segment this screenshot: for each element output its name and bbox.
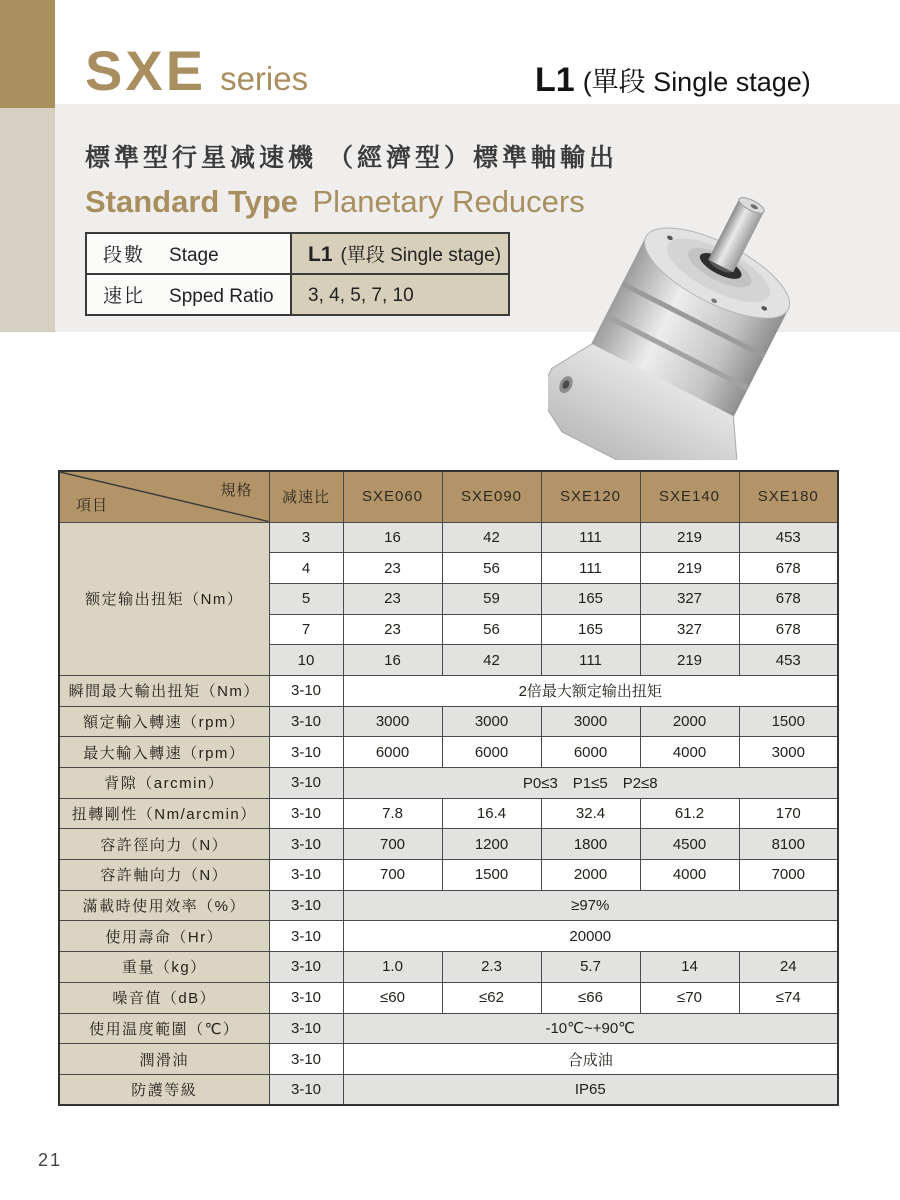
ratio-cell: 10: [269, 645, 343, 676]
ratio-cell: 3-10: [269, 860, 343, 891]
value-cell: 2000: [541, 860, 640, 891]
value-cell: ≤66: [541, 982, 640, 1013]
value-cell: 32.4: [541, 798, 640, 829]
english-subtitle: [85, 184, 585, 220]
corner-item-label: 項目: [76, 496, 109, 514]
value-cell: 3000: [442, 706, 541, 737]
value-cell: 6000: [442, 737, 541, 768]
ratio-cell: 3-10: [269, 1044, 343, 1075]
value-cell: 59: [442, 583, 541, 614]
value-cell: 1500: [442, 860, 541, 891]
ratio-cell: 5: [269, 583, 343, 614]
row-label: 防護等級: [59, 1074, 269, 1105]
ratio-cell: 3: [269, 522, 343, 553]
ratio-cell: 3-10: [269, 1013, 343, 1044]
value-cell: 24: [739, 952, 838, 983]
value-cell: 23: [343, 614, 442, 645]
ratio-cell: 3-10: [269, 737, 343, 768]
ratio-cell: 3-10: [269, 768, 343, 799]
stage-description: (單段 Single stage): [582, 67, 811, 97]
ratio-cell: 3-10: [269, 890, 343, 921]
row-label: 背隙（arcmin）: [59, 768, 269, 799]
model-header: SXE140: [640, 471, 739, 522]
model-header: SXE120: [541, 471, 640, 522]
value-cell: ≤74: [739, 982, 838, 1013]
spec-row: [59, 890, 838, 921]
value-cell: 8100: [739, 829, 838, 860]
model-header: SXE090: [442, 471, 541, 522]
value-cell: 453: [739, 645, 838, 676]
spec-row: [59, 737, 838, 768]
spec-row: [59, 798, 838, 829]
value-cell: 16: [343, 645, 442, 676]
spec-row: [59, 952, 838, 983]
value-cell: 111: [541, 553, 640, 584]
value-cell: 678: [739, 583, 838, 614]
ratio-cell: 3-10: [269, 829, 343, 860]
spec-row: [59, 829, 838, 860]
value-cell: 6000: [541, 737, 640, 768]
span-value-cell: 2倍最大额定输出扭矩: [343, 675, 838, 706]
span-value-cell: IP65: [343, 1074, 838, 1105]
ratio-cell: 3-10: [269, 1074, 343, 1105]
series-name: SXE: [85, 39, 207, 102]
span-value-cell: 合成油: [343, 1044, 838, 1075]
value-cell: 1200: [442, 829, 541, 860]
stage-label-cell: 段數 Stage: [86, 233, 291, 274]
ratio-cell: 7: [269, 614, 343, 645]
torque-row: [59, 522, 838, 553]
value-cell: 16.4: [442, 798, 541, 829]
value-cell: 16: [343, 522, 442, 553]
value-cell: 327: [640, 583, 739, 614]
ratio-cell: 3-10: [269, 921, 343, 952]
value-cell: 3000: [343, 706, 442, 737]
row-label: 扭轉剛性（Nm/arcmin）: [59, 798, 269, 829]
value-cell: 1500: [739, 706, 838, 737]
span-value-cell: ≥97%: [343, 890, 838, 921]
value-cell: 7000: [739, 860, 838, 891]
value-cell: 42: [442, 522, 541, 553]
value-cell: ≤70: [640, 982, 739, 1013]
spec-row: [59, 675, 838, 706]
ratio-cell: 4: [269, 553, 343, 584]
value-cell: 111: [541, 645, 640, 676]
corner-header-cell: [59, 471, 269, 522]
ratio-cell: 3-10: [269, 706, 343, 737]
speed-ratio-row: [86, 274, 509, 315]
specification-table: [58, 470, 839, 1106]
left-accent-bar-beige: [0, 108, 55, 332]
value-cell: 453: [739, 522, 838, 553]
value-cell: 23: [343, 583, 442, 614]
value-cell: 1.0: [343, 952, 442, 983]
stage-value-cell: L1 (單段 Single stage): [291, 233, 509, 274]
value-cell: 219: [640, 553, 739, 584]
row-label: 額定輸入轉速（rpm）: [59, 706, 269, 737]
speed-ratio-label-cell: 速比 Spped Ratio: [86, 274, 291, 315]
value-cell: 42: [442, 645, 541, 676]
span-value-cell: P0≤3 P1≤5 P2≤8: [343, 768, 838, 799]
left-accent-bar-gold: [0, 0, 55, 108]
value-cell: 170: [739, 798, 838, 829]
spec-row: [59, 1044, 838, 1075]
ratio-cell: 3-10: [269, 982, 343, 1013]
english-subtitle-rest: Planetary Reducers: [312, 184, 585, 219]
value-cell: 219: [640, 522, 739, 553]
value-cell: 700: [343, 860, 442, 891]
row-label: 潤滑油: [59, 1044, 269, 1075]
span-value-cell: 20000: [343, 921, 838, 952]
value-cell: 678: [739, 614, 838, 645]
row-label: 容許軸向力（N）: [59, 860, 269, 891]
value-cell: 14: [640, 952, 739, 983]
planetary-reducer-photo: [548, 170, 863, 460]
row-label: 重量（kg）: [59, 952, 269, 983]
span-value-cell: -10℃~+90℃: [343, 1013, 838, 1044]
stage-title: [535, 60, 811, 100]
ratio-column-header: 减速比: [269, 471, 343, 522]
value-cell: 56: [442, 614, 541, 645]
value-cell: 678: [739, 553, 838, 584]
spec-table-body: [59, 522, 838, 1105]
value-cell: 61.2: [640, 798, 739, 829]
value-cell: 4500: [640, 829, 739, 860]
row-label: 最大輸入轉速（rpm）: [59, 737, 269, 768]
value-cell: 111: [541, 522, 640, 553]
model-header: SXE180: [739, 471, 838, 522]
spec-row: [59, 921, 838, 952]
value-cell: 3000: [541, 706, 640, 737]
ratio-cell: 3-10: [269, 952, 343, 983]
value-cell: 700: [343, 829, 442, 860]
value-cell: 4000: [640, 860, 739, 891]
value-cell: 327: [640, 614, 739, 645]
ratio-cell: 3-10: [269, 798, 343, 829]
value-cell: 219: [640, 645, 739, 676]
spec-row: [59, 1013, 838, 1044]
speed-ratio-value-cell: 3, 4, 5, 7, 10: [291, 274, 509, 315]
spec-row: [59, 706, 838, 737]
spec-header-row: [59, 471, 838, 522]
row-label: 使用壽命（Hr）: [59, 921, 269, 952]
spec-row: [59, 1074, 838, 1105]
model-header: SXE060: [343, 471, 442, 522]
chinese-subtitle: 標準型行星减速機 （經濟型）標準軸輸出: [85, 144, 618, 172]
value-cell: 3000: [739, 737, 838, 768]
row-label: 瞬間最大輸出扭矩（Nm）: [59, 675, 269, 706]
row-label: 噪音值（dB）: [59, 982, 269, 1013]
value-cell: ≤62: [442, 982, 541, 1013]
spec-row: [59, 982, 838, 1013]
value-cell: 4000: [640, 737, 739, 768]
value-cell: 165: [541, 583, 640, 614]
row-label: 滿載時使用效率（%）: [59, 890, 269, 921]
corner-spec-label: 規格: [220, 482, 253, 499]
spec-row: [59, 768, 838, 799]
row-label: 使用温度範圍（℃）: [59, 1013, 269, 1044]
value-cell: 23: [343, 553, 442, 584]
ratio-cell: 3-10: [269, 675, 343, 706]
value-cell: 6000: [343, 737, 442, 768]
value-cell: 165: [541, 614, 640, 645]
english-subtitle-bold: Standard Type: [85, 184, 299, 219]
value-cell: 1800: [541, 829, 640, 860]
row-label: 额定输出扭矩（Nm）: [59, 522, 269, 675]
value-cell: ≤60: [343, 982, 442, 1013]
value-cell: 5.7: [541, 952, 640, 983]
page-number: 21: [38, 1150, 63, 1170]
series-title: [85, 38, 308, 103]
value-cell: 56: [442, 553, 541, 584]
value-cell: 7.8: [343, 798, 442, 829]
stage-code: L1: [535, 61, 575, 99]
spec-row: [59, 860, 838, 891]
row-label: 容許徑向力（N）: [59, 829, 269, 860]
value-cell: 2000: [640, 706, 739, 737]
series-suffix: series: [220, 60, 309, 97]
value-cell: 2.3: [442, 952, 541, 983]
stage-row: [86, 233, 509, 274]
stage-ratio-table: [85, 232, 510, 316]
